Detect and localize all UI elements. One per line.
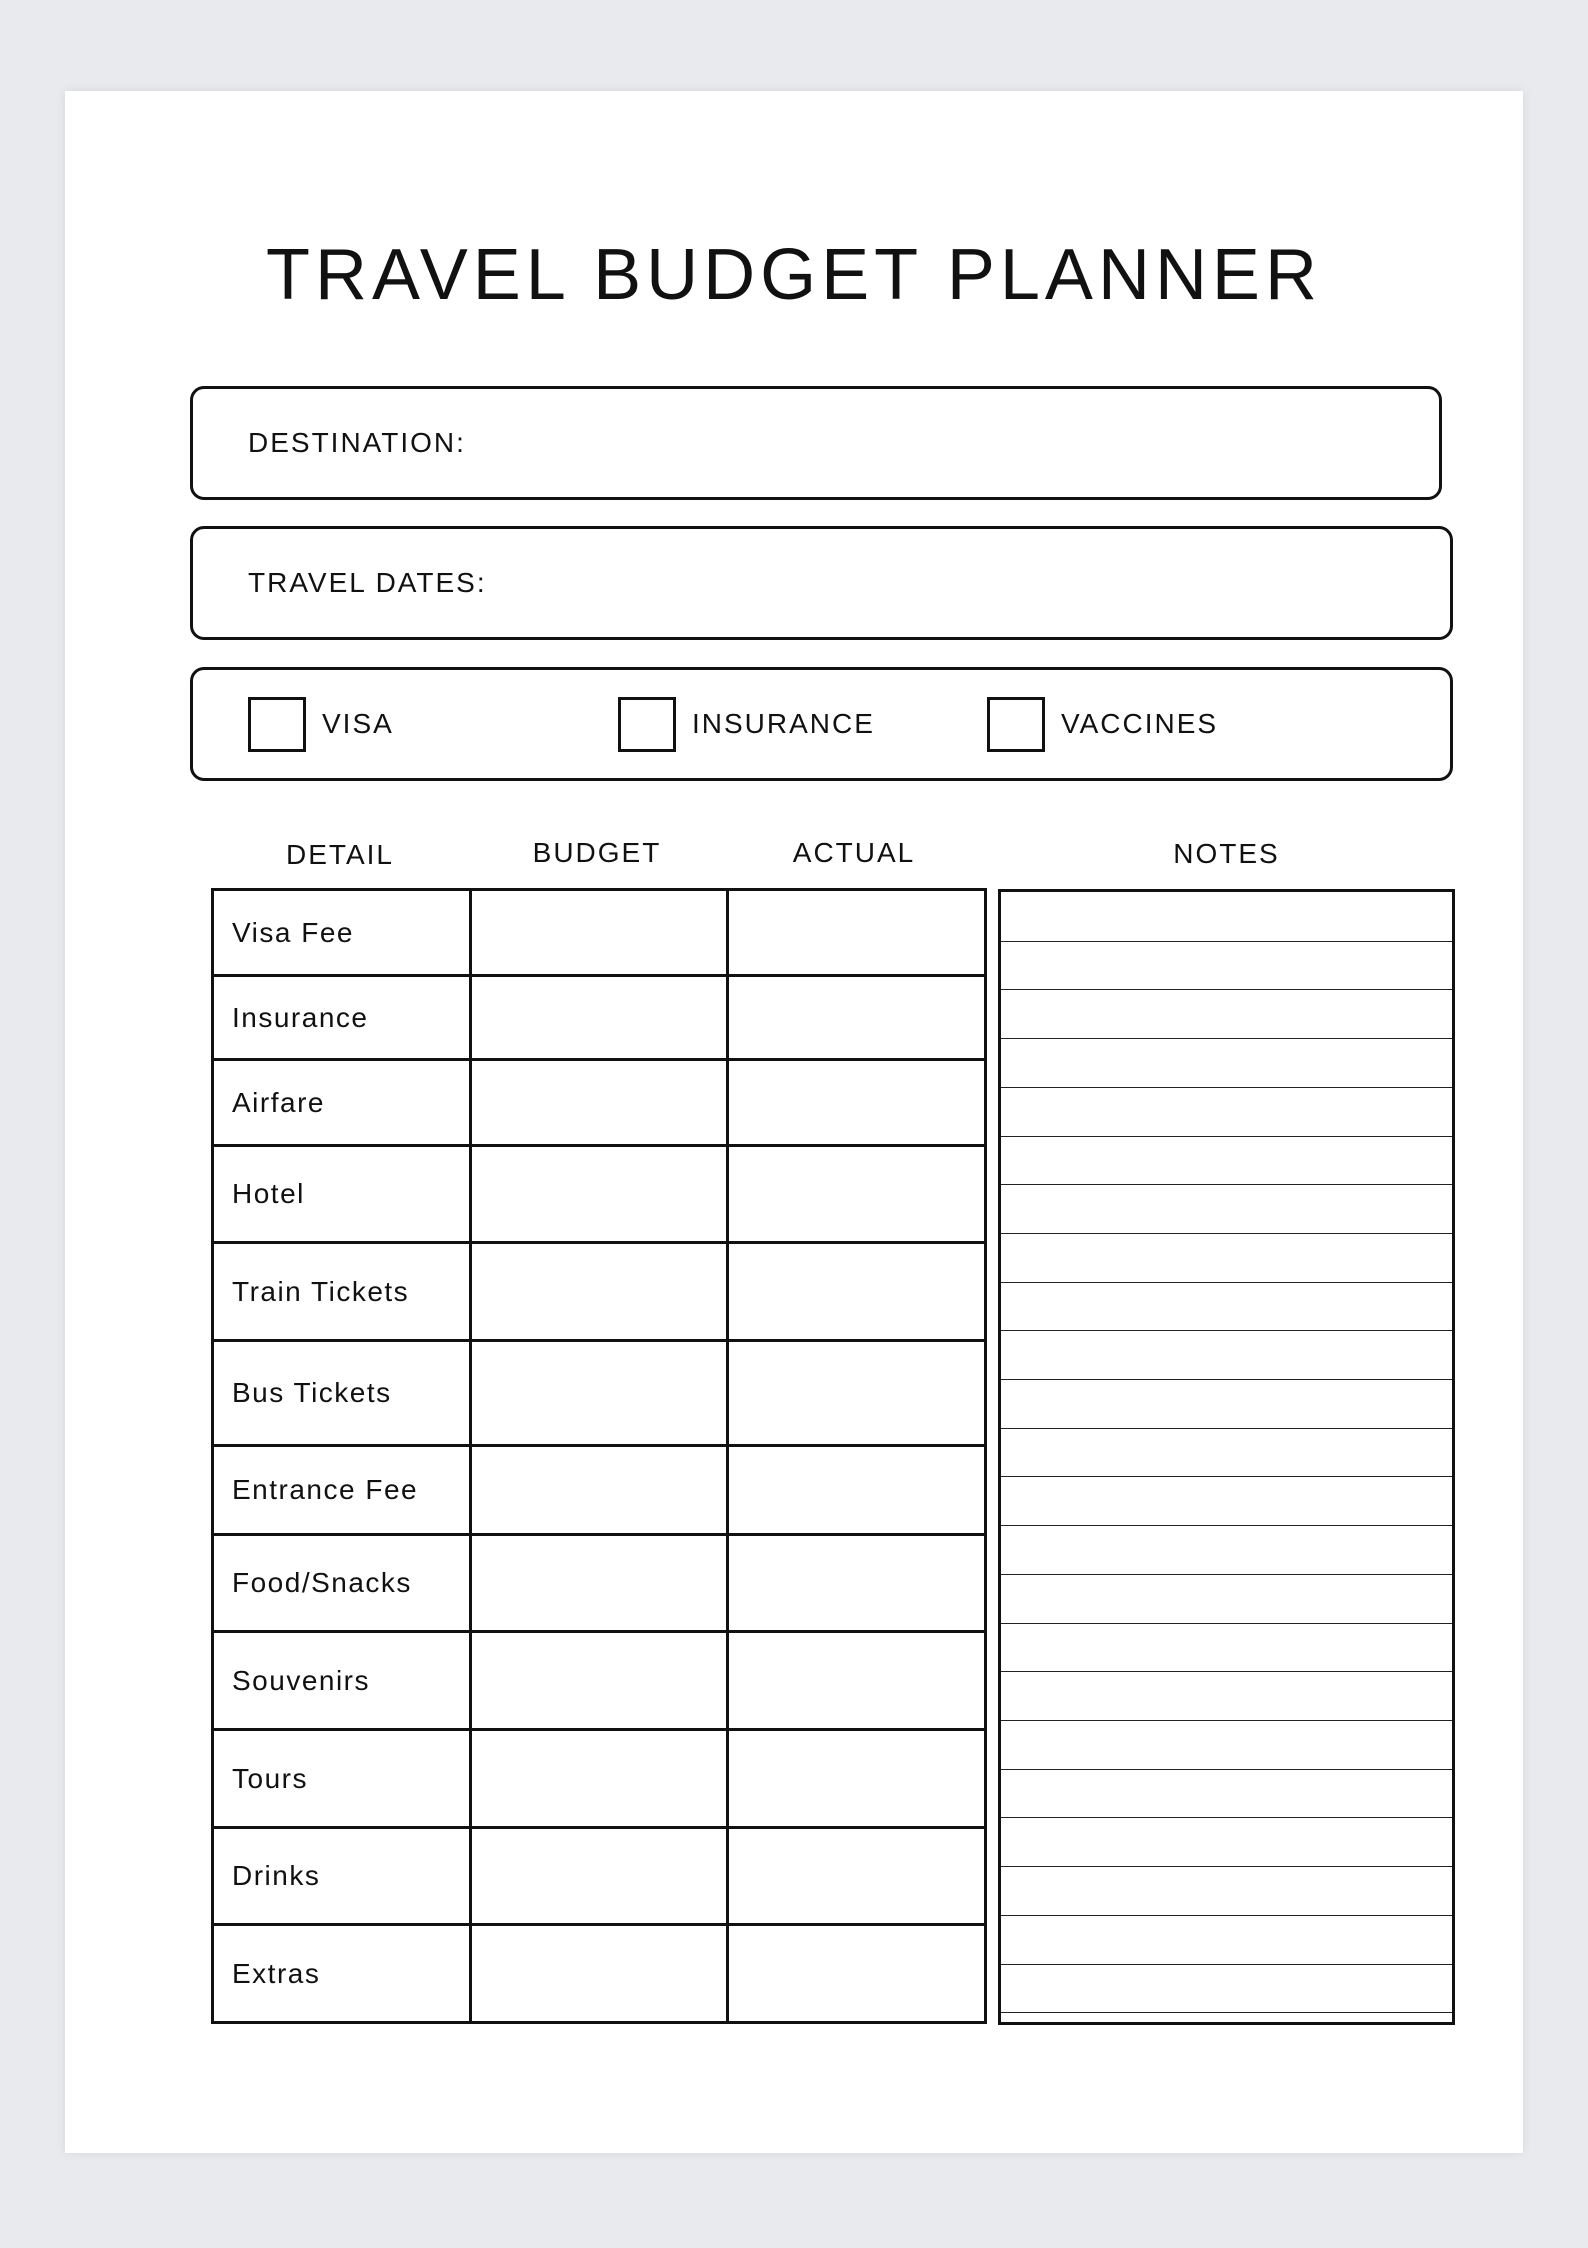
notes-line [1001, 1525, 1452, 1526]
notes-line [1001, 1623, 1452, 1624]
actual-cell[interactable] [728, 1243, 986, 1341]
table-row-bus-tickets [213, 1341, 986, 1446]
budget-table [211, 888, 987, 2024]
notes-line [1001, 1671, 1452, 1672]
table-row-train-tickets [213, 1243, 986, 1341]
checklist-item-vaccines[interactable] [987, 670, 1218, 778]
actual-cell[interactable] [728, 1925, 986, 2023]
notes-line [1001, 989, 1452, 990]
notes-box[interactable] [998, 889, 1455, 2025]
budget-cell[interactable] [471, 1828, 728, 1925]
notes-line [1001, 1476, 1452, 1477]
notes-line [1001, 1233, 1452, 1234]
budget-cell[interactable] [471, 1146, 728, 1243]
vaccines-checkbox[interactable] [987, 697, 1045, 752]
checklist-item-insurance[interactable] [618, 670, 875, 778]
actual-cell[interactable] [728, 1146, 986, 1243]
budget-cell[interactable] [471, 1060, 728, 1146]
table-row-food-snacks [213, 1535, 986, 1632]
notes-line [1001, 1282, 1452, 1283]
page-title: TRAVEL BUDGET PLANNER [266, 235, 1322, 315]
detail-cell: Bus Tickets [213, 1341, 471, 1446]
notes-line [1001, 1817, 1452, 1818]
table-row-insurance [213, 976, 986, 1060]
checklist-item-visa[interactable] [248, 670, 394, 778]
destination-box [190, 386, 1442, 500]
table-row-extras [213, 1925, 986, 2023]
table-row-airfare [213, 1060, 986, 1146]
budget-cell[interactable] [471, 1730, 728, 1828]
destination-input[interactable] [493, 397, 1419, 489]
detail-cell: Airfare [213, 1060, 471, 1146]
actual-cell[interactable] [728, 1632, 986, 1730]
table-row-entrance-fee [213, 1446, 986, 1535]
column-header-notes: NOTES [1173, 838, 1280, 869]
actual-cell[interactable] [728, 1730, 986, 1828]
table-row-souvenirs [213, 1632, 986, 1730]
budget-cell[interactable] [471, 890, 728, 976]
notes-line [1001, 1720, 1452, 1721]
table-row-visa-fee [213, 890, 986, 976]
column-header-actual: ACTUAL [792, 837, 916, 868]
actual-cell[interactable] [728, 1828, 986, 1925]
destination-label: DESTINATION: [248, 427, 466, 458]
notes-line [1001, 941, 1452, 942]
budget-cell[interactable] [471, 1341, 728, 1446]
detail-cell: Tours [213, 1730, 471, 1828]
column-header-budget: BUDGET [532, 837, 662, 868]
planner-sheet [65, 91, 1523, 2153]
actual-cell[interactable] [728, 1446, 986, 1535]
column-header-detail: DETAIL [286, 839, 394, 870]
detail-cell: Souvenirs [213, 1632, 471, 1730]
checklist-box [190, 667, 1453, 781]
detail-cell: Food/Snacks [213, 1535, 471, 1632]
budget-cell[interactable] [471, 1925, 728, 2023]
notes-line [1001, 1769, 1452, 1770]
actual-cell[interactable] [728, 890, 986, 976]
budget-cell[interactable] [471, 1243, 728, 1341]
notes-line [1001, 1574, 1452, 1575]
notes-line [1001, 2012, 1452, 2013]
notes-line [1001, 1915, 1452, 1916]
detail-cell: Drinks [213, 1828, 471, 1925]
actual-cell[interactable] [728, 1535, 986, 1632]
detail-cell: Insurance [213, 976, 471, 1060]
actual-cell[interactable] [728, 1060, 986, 1146]
budget-cell[interactable] [471, 1535, 728, 1632]
notes-line [1001, 1428, 1452, 1429]
table-row-drinks [213, 1828, 986, 1925]
insurance-checkbox[interactable] [618, 697, 676, 752]
table-row-tours [213, 1730, 986, 1828]
notes-line [1001, 1038, 1452, 1039]
detail-cell: Extras [213, 1925, 471, 2023]
notes-line [1001, 1330, 1452, 1331]
budget-cell[interactable] [471, 1632, 728, 1730]
detail-cell: Visa Fee [213, 890, 471, 976]
table-row-hotel [213, 1146, 986, 1243]
notes-line [1001, 1184, 1452, 1185]
travel-dates-input[interactable] [503, 537, 1430, 629]
actual-cell[interactable] [728, 1341, 986, 1446]
budget-cell[interactable] [471, 976, 728, 1060]
notes-line [1001, 1964, 1452, 1965]
visa-checkbox[interactable] [248, 697, 306, 752]
vaccines-label: VACCINES [1061, 708, 1219, 739]
insurance-label: INSURANCE [692, 708, 875, 739]
travel-dates-label: TRAVEL DATES: [248, 567, 487, 598]
notes-line [1001, 1136, 1452, 1137]
detail-cell: Train Tickets [213, 1243, 471, 1341]
detail-cell: Entrance Fee [213, 1446, 471, 1535]
budget-cell[interactable] [471, 1446, 728, 1535]
notes-line [1001, 1379, 1452, 1380]
notes-line [1001, 1087, 1452, 1088]
detail-cell: Hotel [213, 1146, 471, 1243]
visa-label: VISA [322, 708, 394, 739]
notes-line [1001, 1866, 1452, 1867]
actual-cell[interactable] [728, 976, 986, 1060]
travel-dates-box [190, 526, 1453, 640]
